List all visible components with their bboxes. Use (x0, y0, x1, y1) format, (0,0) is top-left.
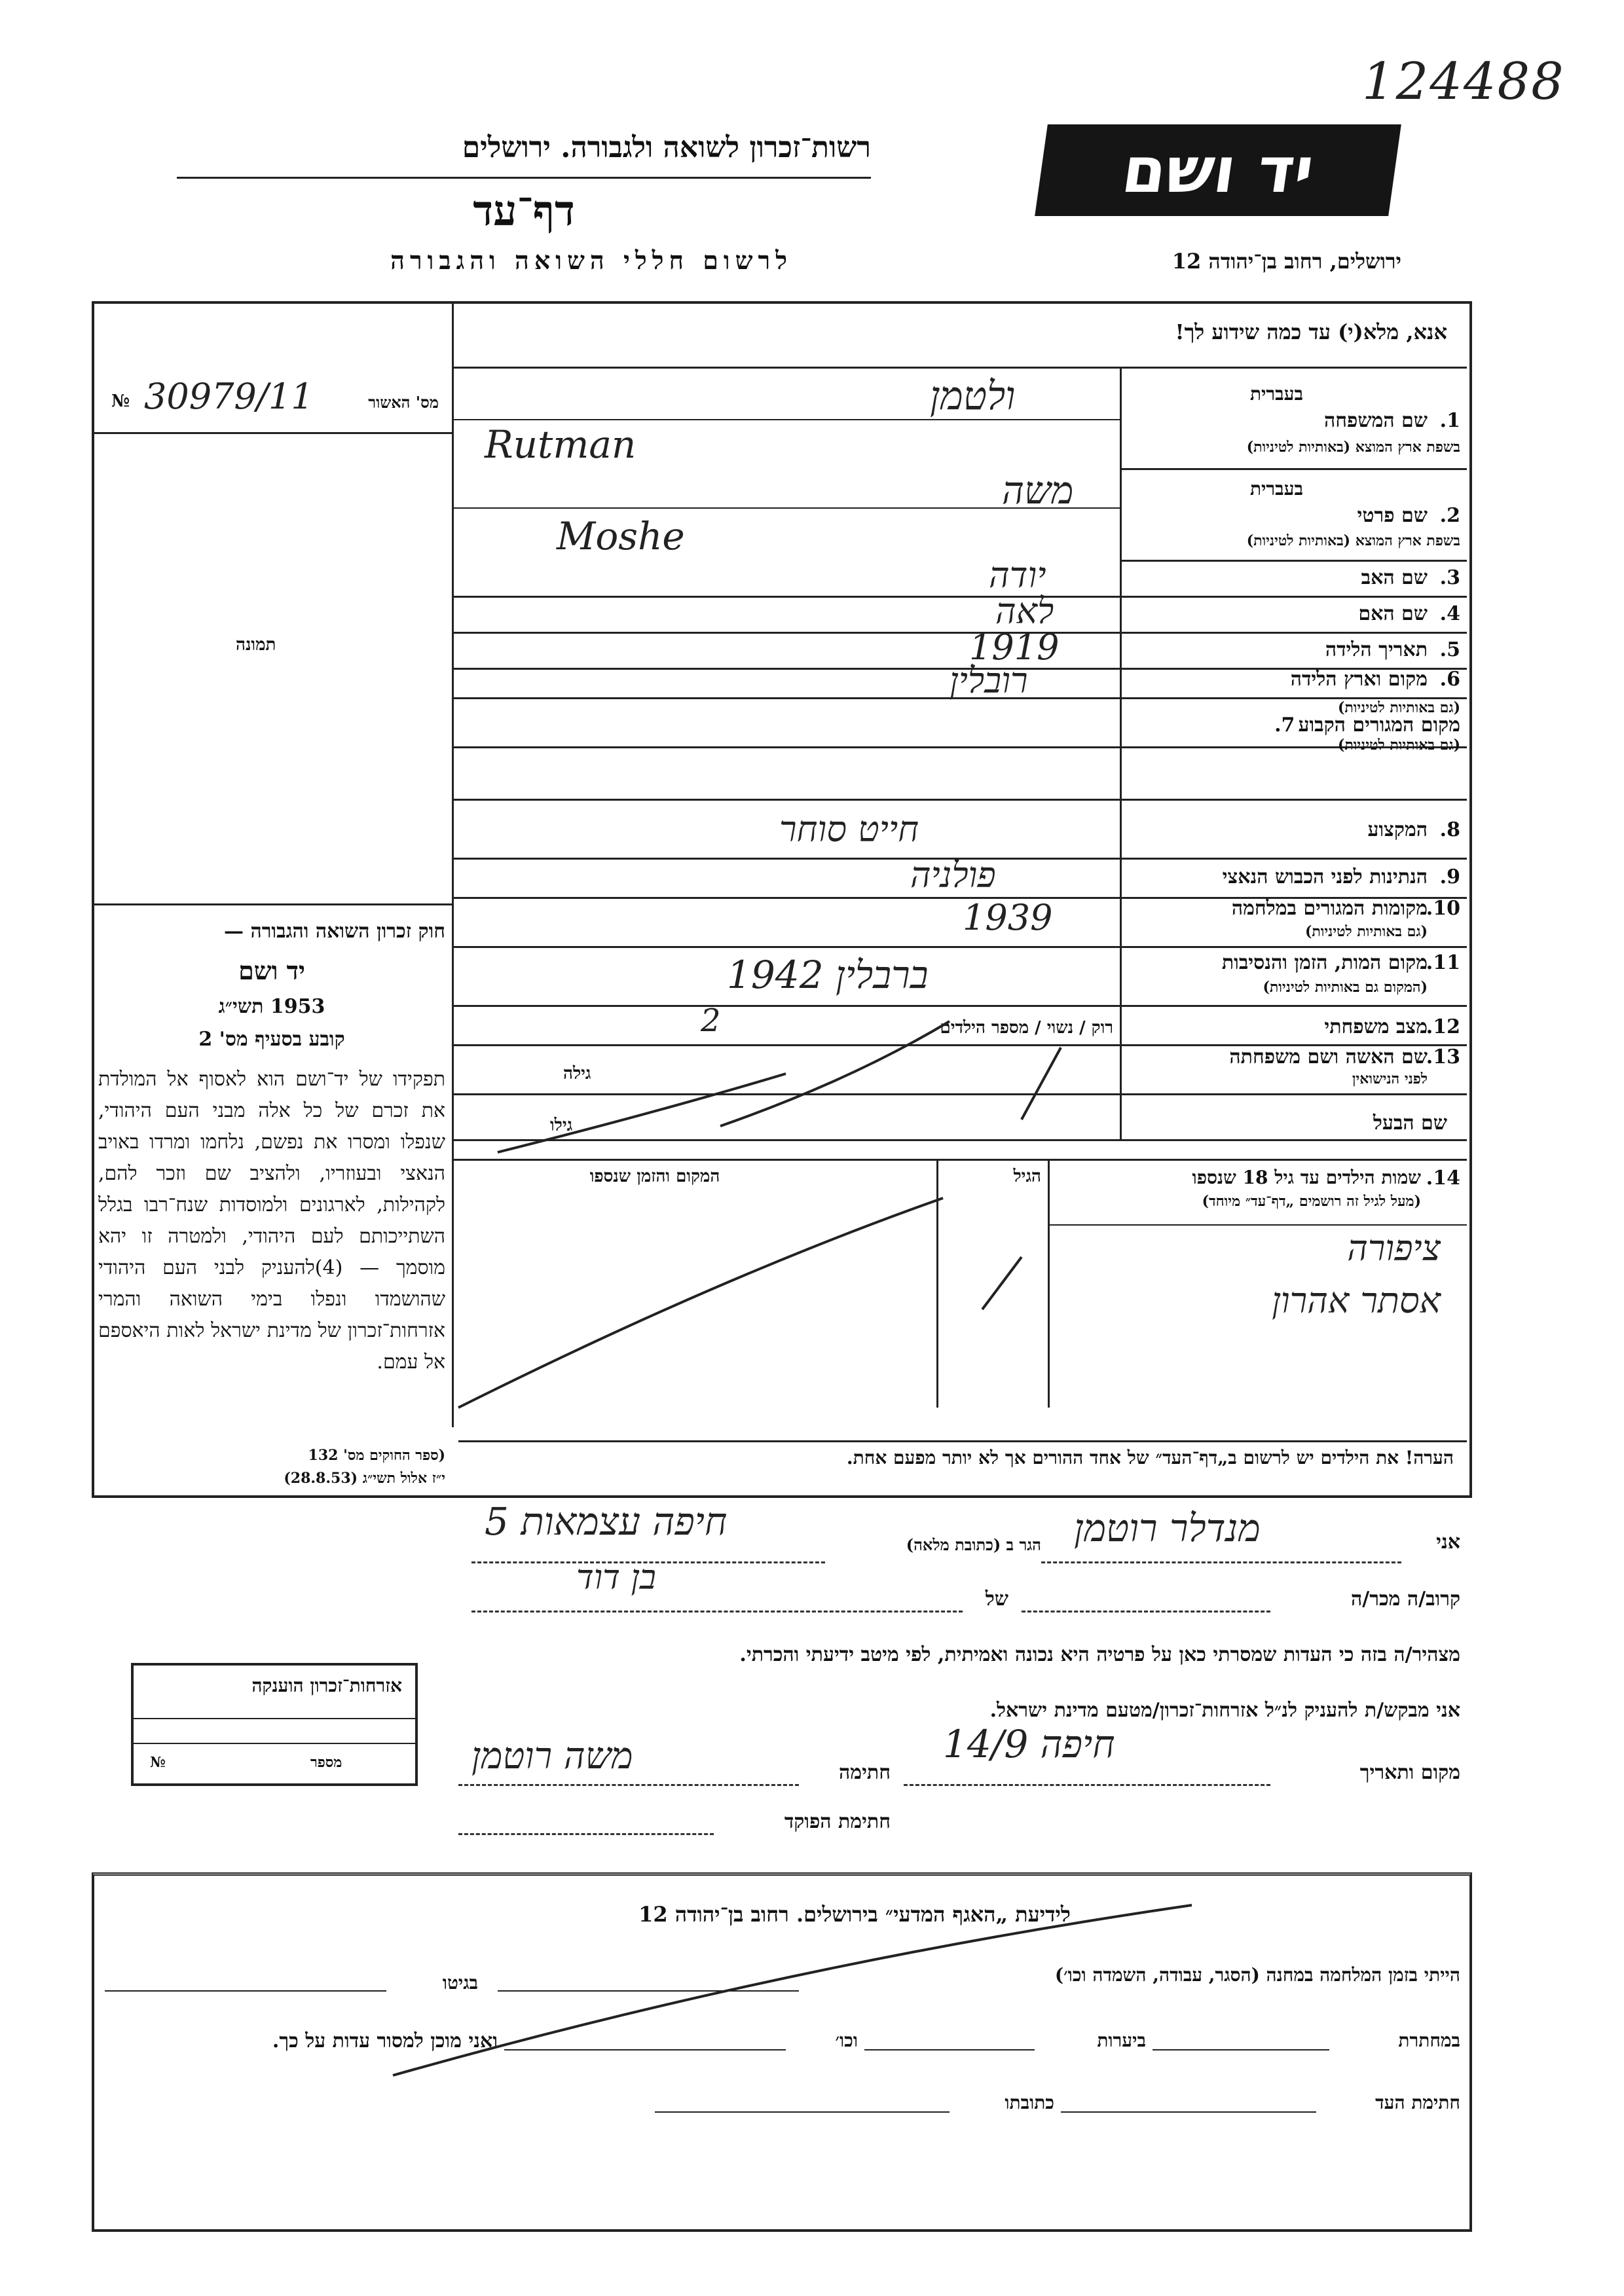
wife-name-sub: לפני הנישואין (1352, 1070, 1428, 1087)
bottom-etc: וכו׳ (835, 2030, 858, 2051)
birth-place-num: 6. (1439, 668, 1460, 691)
request-text: אני מבקש/ת להעניק לנ״ל אזרחות־זכרון/מטעם מדינת ישראל. (989, 1699, 1460, 1722)
husband-name-label: שם הבעל (1373, 1112, 1447, 1135)
wartime-residence-value: 1939 (963, 897, 1053, 938)
children-num: 14. (1426, 1167, 1460, 1190)
family-name-hebrew: ולטמן (930, 373, 1016, 419)
birth-date-num: 5. (1439, 638, 1460, 661)
citizenship-num: 9. (1439, 866, 1460, 888)
children-col-age: הגיל (1013, 1167, 1041, 1186)
family-name-latin: Rutman (485, 422, 637, 467)
declarant-relation: בן דוד (576, 1558, 656, 1597)
note: הערה! את הילדים יש לרשום ב„דף־העד״ של אחד ההורים אך לא יותר מפעם אחת. (846, 1447, 1454, 1468)
death-place-sub: (המקום גם באותיות לטיניות) (1263, 979, 1428, 996)
citizenship-number-label: מספר (310, 1754, 342, 1771)
birth-place-value: רובלין (950, 660, 1028, 701)
family-name-sub: בשפת ארץ המוצא (באותיות לטיניות) (1246, 439, 1460, 456)
witness-address-label: כתובתו (1005, 2092, 1054, 2113)
marital-num: 12. (1426, 1015, 1460, 1038)
marital-label: מצב משפחתי (1324, 1015, 1428, 1038)
wife-name-num: 13. (1426, 1046, 1460, 1068)
citizenship-box-title: אזרחות־זכרון הוענקה (251, 1675, 402, 1696)
birth-place-sub-line: (גם באותיות לטיניות) (1337, 699, 1460, 716)
mother-name-value: לאה (995, 591, 1054, 632)
child-row-2: אסתר אהרון (1272, 1280, 1441, 1321)
law-clause: קובע בסעיף מס' 2 (198, 1028, 345, 1051)
birth-date-label: תאריך הלידה (1325, 638, 1428, 661)
death-place-label: מקום המות, הזמן והנסיבות (1221, 951, 1428, 974)
first-name-heb-tag: בעברית (1249, 478, 1303, 500)
child-row-1: ציפורה (1347, 1228, 1441, 1269)
declarant-relative-label: קרוב/ה מכר/ה (1351, 1588, 1460, 1611)
first-name-hebrew: משה (1002, 468, 1074, 513)
declarant-residing-label: הגר ב (כתובת מלאה) (906, 1535, 1041, 1554)
occupation-num: 8. (1439, 818, 1460, 841)
family-name-num: 1. (1439, 409, 1460, 432)
death-place-num: 11. (1426, 951, 1460, 974)
declarant-name: מנדלר רוטמן (1074, 1506, 1261, 1550)
father-name-label: שם האב (1361, 566, 1428, 589)
signature-value: משה רוטמן (471, 1735, 633, 1777)
bottom-ready: ואני מוכן למסור עדות על כך. (272, 2030, 498, 2052)
wife-name-label: שם האשה ושם משפחתה (1229, 1046, 1428, 1068)
death-place-value: ברבלין 1942 (727, 953, 929, 997)
children-label: שמות הילדים עד גיל 18 שנספו (1192, 1167, 1421, 1188)
first-name-latin: Moshe (557, 514, 685, 558)
approval-no-sign: № (111, 392, 130, 411)
wartime-residence-label: מקומות המגורים במלחמה (1231, 897, 1428, 920)
mother-name-label: שם האם (1358, 602, 1428, 625)
mother-name-num: 4. (1439, 602, 1460, 625)
instruction: אנא, מלא(י) עד כמה שידוע לך! (1175, 319, 1447, 344)
wartime-residence-sub: (גם באותיות לטיניות) (1304, 923, 1428, 940)
archive-number: 124488 (1362, 52, 1565, 111)
form-title: דף־עד (473, 187, 575, 236)
bottom-underground: במחתרת (1398, 2030, 1460, 2051)
declarant-i-label: אני (1436, 1531, 1460, 1554)
citizenship-value: פולניה (910, 854, 996, 896)
birth-date-value: 1919 (969, 627, 1060, 668)
occupation-label: המקצוע (1367, 818, 1428, 841)
wife-age-label: גילה (563, 1064, 591, 1084)
law-body: תפקידו של יד־ושם הוא לאסוף אל המולדת את זכרם של כל אלה מבני העם היהודי, שנפלו ומסרו את נפשם, נלחמו ומרדו באויב הנאצי ובעוזריו, ולהציב שם וזכר להם, לקהילות, לארגונים ולמוסדות שנח־רבו בגלל השתייכותם לעם היהודי, ולמטרה זו יהא מוסמך — (4)להעניק לבני העם היהודי שהושמדו ונפלו בימי השואה והמרי אזרחות־זכרון של מדינת ישראל לאות היאספם אל עמם. (98, 1068, 445, 1374)
husband-age-label: גילו (550, 1116, 573, 1135)
officer-signature-label: חתימת הפוקד (784, 1810, 891, 1833)
authority-title: רשות־זכרון לשואה ולגבורה. ירושלים (462, 131, 871, 164)
law-ref2: י״ז אלול תשי״ג (28.8.53) (284, 1470, 445, 1487)
declarant-of-label: של (985, 1588, 1008, 1611)
residence-sub: (גם באותיות לטיניות) (1337, 737, 1460, 754)
law-name: יד ושם (238, 956, 305, 985)
family-name-label: שם המשפחה (1323, 409, 1428, 432)
father-name-num: 3. (1439, 566, 1460, 589)
birth-place-label: מקום וארץ הלידה (1290, 668, 1428, 691)
header-address: ירושלים, רחוב בן־יהודה 12 (1172, 249, 1401, 274)
marital-options: רוק / נשוי / מספר הילדים (940, 1018, 1113, 1038)
father-name-value: יודה (989, 555, 1046, 596)
bottom-ghetto: בגיטו (442, 1972, 478, 1994)
law-title: חוק זכרון השואה והגבורה — (224, 920, 445, 943)
signature-label: חתימה (839, 1761, 891, 1784)
bottom-line1: הייתי בזמן המלחמה במחנה (הסגר, עבודה, השמדה וכו׳) (1054, 1964, 1460, 1986)
citizenship-label: הנתינות לפני הכבוש הנאצי (1222, 866, 1428, 888)
law-year: 1953 תשי״ג (218, 995, 325, 1018)
residence-num-label: 7. (1274, 714, 1295, 737)
declaration-text: מצהיר/ה בזה כי העדות שמסרתי כאן על פרטיה היא נכונה ואמיתית, לפי מיטב ידיעתי והכרתי. (739, 1643, 1460, 1666)
place-date-value: חיפה 14/9 (943, 1722, 1115, 1766)
wartime-residence-num: 10. (1426, 897, 1460, 920)
citizenship-no-sign: № (150, 1754, 166, 1771)
approval-number: 30979/11 (144, 376, 314, 417)
children-count: 2 (701, 1002, 721, 1039)
children-col-place: המקום והזמן שנספו (589, 1167, 720, 1186)
occupation-value: חייט סוחר (779, 809, 919, 850)
place-date-label: מקום ותאריך (1359, 1761, 1460, 1784)
family-name-heb-tag: בעברית (1249, 383, 1303, 405)
photo-label: תמונה (236, 635, 276, 655)
form-subtitle: לרשום חללי השואה והגבורה (390, 246, 792, 275)
law-ref1: (ספר החוקים מס' 132 (308, 1447, 445, 1464)
children-sub: (מעל לגיל זה רושמים „דף־עד״ מיוחד) (1202, 1193, 1421, 1210)
logo-text: יד ושם (1117, 134, 1319, 207)
first-name-label: שם פרטי (1357, 504, 1428, 527)
first-name-num: 2. (1439, 504, 1460, 527)
declarant-address: חיפה עצמאות 5 (485, 1499, 728, 1544)
residence-label: מקום המגורים הקבוע (1298, 714, 1460, 737)
witness-signature-label: חתימת העד (1375, 2092, 1460, 2113)
approval-label: מס' האשור (368, 393, 439, 412)
bottom-forests: ביערות (1097, 2030, 1146, 2051)
first-name-sub: בשפת ארץ המוצא (באותיות לטיניות) (1246, 532, 1460, 549)
bottom-title: לידיעת „האגף המדעי״ בירושלים. רחוב בן־יהודה 12 (638, 1902, 1071, 1927)
